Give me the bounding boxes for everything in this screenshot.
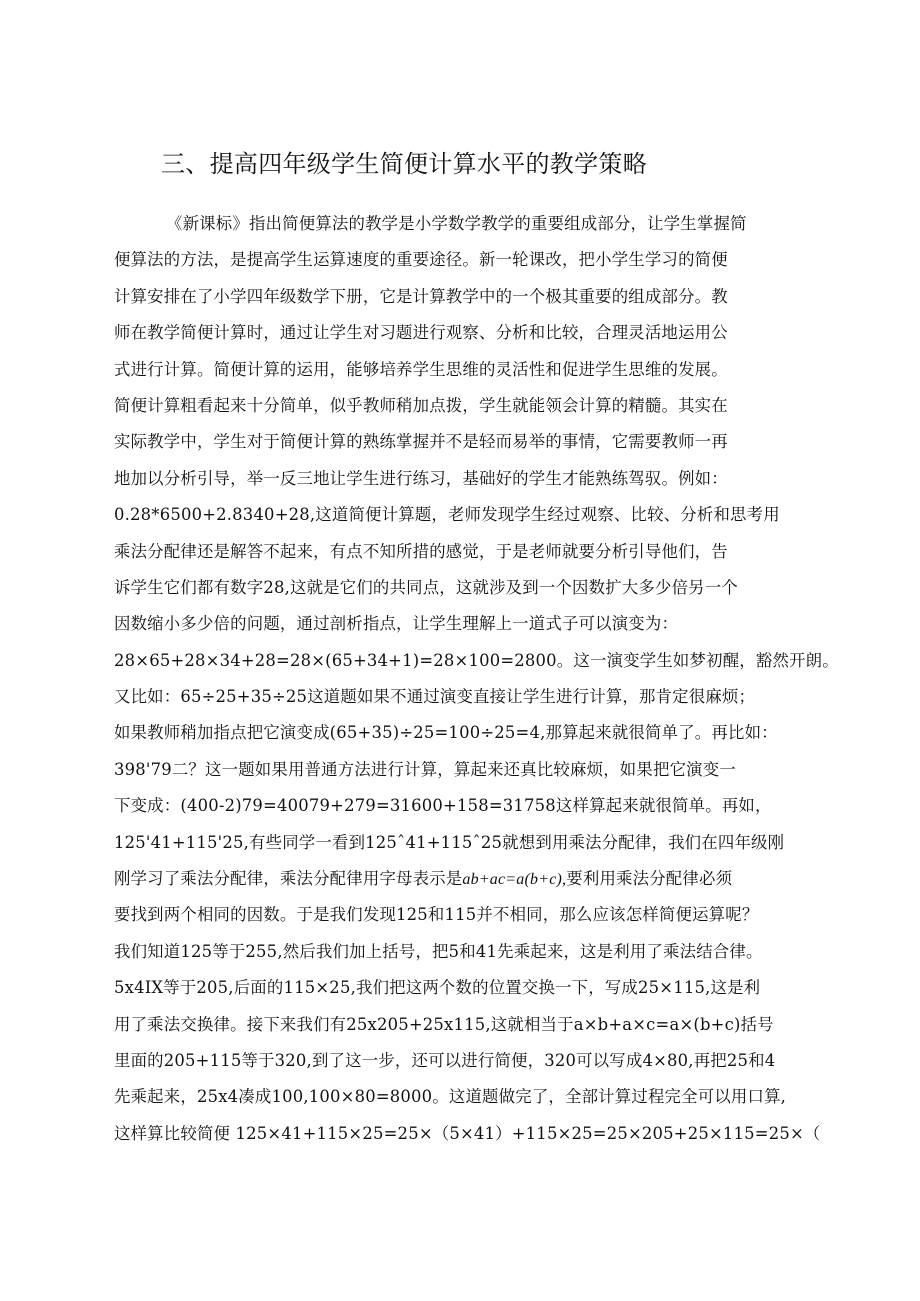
body-line: 先乘起来，25x4凑成100,100×80=8000。这道题做完了，全部计算过程完全可以用口算, [114,1087,787,1107]
formula: ab+ac=a(b+c), [462,871,567,889]
body-line: 《新课标》指出简便算法的教学是小学数学教学的重要组成部分，让学生掌握简 [166,214,747,233]
body-line: 师在教学简便计算时，通过让学生对习题进行观察、分析和比较，合理灵活地运用公 [114,323,728,343]
body-line: 如果教师稍加指点把它演变成(65+35)÷25=100÷25=4,那算起来就很简单了。再比如： [114,723,778,743]
body-line: 要找到两个相同的因数。于是我们发现125和115并不相同，那么应该怎样简便运算呢？ [114,905,759,925]
text-segment: 要利用乘法分配律必须 [566,869,733,889]
body-line: 0.28*6500+2.8340+28,这道简便计算题，老师发现学生经过观察、比较、分析和思考用 [114,505,780,525]
body-line: 28×65+28×34+28=28×(65+34+1)=28×100=2800。这一演变学生如梦初醒，豁然开朗。 [114,650,839,670]
text-segment: 刚学习了乘法分配律，乘法分配律用字母表示是 [114,869,463,889]
body-line: 又比如：65÷25+35÷25这道题如果不通过演变直接让学生进行计算，那肯定很麻烦； [114,687,756,707]
body-line: 因数缩小多少倍的问题，通过剖析指点，让学生理解上一道式子可以演变为： [114,614,679,634]
body-line: 下变成：(400-2)79=40079+279=31600+158=31758这样算起来就很简单。再如， [114,796,772,816]
body-line-with-formula [114,861,814,897]
body-line: 我们知道125等于255,然后我们加上括号，把5和41先乘起来，这是利用了乘法结合律。 [114,941,763,961]
body-line: 用了乘法交换律。接下来我们有25x205+25x115,这就相当于a×b+a×c=a×(b+c)括号 [114,1014,774,1034]
body-line: 实际教学中，学生对于简便计算的熟练掌握并不是轻而易举的事情，它需要教师一再 [114,432,728,452]
body-line: 诉学生它们都有数字28,这就是它们的共同点，这就涉及到一个因数扩大多少倍另一个 [114,577,738,597]
body-line: 式进行计算。简便计算的运用，能够培养学生思维的灵活性和促进学生思维的发展。 [114,359,728,379]
body-line: 简便计算粗看起来十分简单，似乎教师稍加点拨，学生就能领会计算的精髓。其实在 [114,395,728,415]
body-line: 里面的205+115等于320,到了这一步，还可以进行简便，320可以写成4×80,再把25和4 [114,1050,776,1070]
body-line: 5x4IX等于205,后面的115×25,我们把这两个数的位置交换一下，写成25×115,这是利 [114,978,761,998]
body-line: 便算法的方法，是提高学生运算速度的重要途径。新一轮课改，把小学生学习的简便 [114,250,728,270]
body-line: 125'41+115'25,有些同学一看到125ˆ41+115ˆ25就想到用乘法分配律，我们在四年级刚 [114,832,785,852]
body-text [114,206,839,1152]
body-line: 计算安排在了小学四年级数学下册，它是计算教学中的一个极其重要的组成部分。教 [114,286,728,306]
section-heading: 三、提高四年级学生简便计算水平的教学策略 [161,150,647,178]
body-line: 这样算比较简便 125×41+115×25=25×（5×41）+115×25=25×205+25×115=25×（ [114,1123,821,1143]
body-line: 乘法分配律还是解答不起来，有点不知所措的感觉，于是老师就要分析引导他们，告 [114,541,728,561]
body-line: 地加以分析引导，举一反三地让学生进行练习，基础好的学生才能熟练驾驭。例如： [114,468,728,488]
body-line: 398'79二？这一题如果用普通方法进行计算，算起来还真比较麻烦，如果把它演变一 [114,759,736,779]
